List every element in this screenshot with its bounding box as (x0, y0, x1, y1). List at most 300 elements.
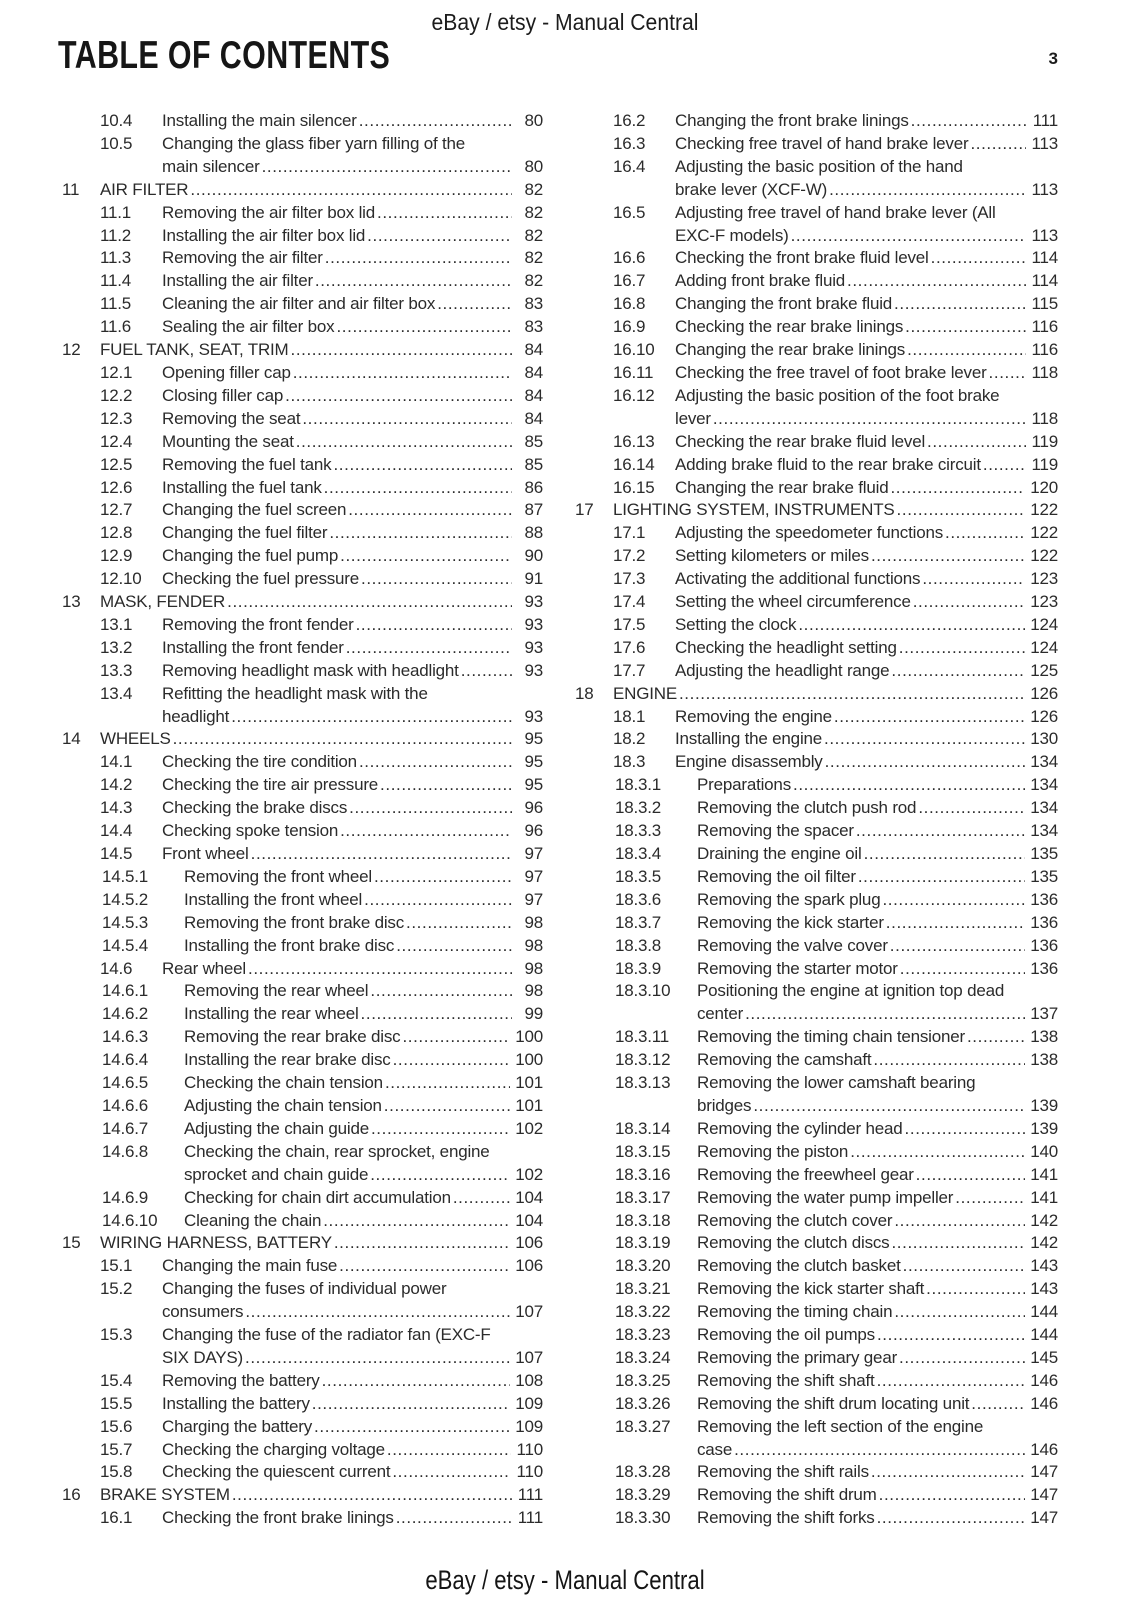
toc-entry-title: Adding brake fluid to the rear brake circuit (675, 454, 981, 474)
toc-entry-title: Changing the glass fiber yarn filling of the (162, 133, 466, 153)
toc-entry-number: 15.2 (100, 1279, 133, 1299)
toc-row (62, 316, 543, 339)
toc-row (575, 1049, 1058, 1072)
toc-row (62, 568, 543, 591)
toc-entry-number: 11.4 (100, 271, 132, 291)
toc-entry-number: 16.2 (613, 111, 646, 130)
toc-entry-title: Setting the wheel circumference (675, 592, 911, 612)
toc-row (575, 522, 1058, 545)
toc-entry-page: 124 (1030, 614, 1058, 634)
toc-entry-title: bridges (697, 1095, 752, 1115)
toc-dot-leader (850, 1141, 1025, 1164)
toc-row (575, 477, 1058, 500)
toc-entry-page: 84 (524, 385, 543, 405)
toc-dot-leader (894, 1301, 1025, 1324)
toc-column-left (62, 110, 543, 1530)
toc-entry-number: 18.3.4 (615, 844, 662, 863)
toc-entry-title: Removing the air filter box lid (162, 202, 376, 222)
toc-row (62, 958, 543, 981)
toc-entry-page: 116 (1031, 317, 1058, 337)
toc-row (62, 362, 543, 385)
toc-entry-page: 84 (524, 362, 543, 382)
toc-dot-leader (190, 179, 512, 202)
toc-entry-number: 18.3.26 (615, 1393, 671, 1413)
toc-entry-number: 18.3.10 (615, 981, 671, 1001)
toc-entry-title: Removing the kick starter shaft (697, 1279, 925, 1299)
toc-entry-title: Removing the front wheel (184, 866, 372, 886)
toc-entry-number: 18.3.29 (615, 1485, 671, 1505)
toc-dot-leader (913, 591, 1026, 614)
toc-entry-page: 88 (524, 523, 543, 543)
toc-entry-title: Checking the fuel pressure (162, 569, 360, 589)
toc-entry-page: 83 (524, 294, 543, 314)
toc-entry-title: Checking the rear brake fluid level (675, 431, 926, 451)
toc-entry-title: Removing the timing chain (697, 1302, 893, 1322)
toc-entry-title: Removing headlight mask with headlight (162, 660, 459, 680)
toc-entry-number: 18.3.22 (615, 1302, 671, 1322)
toc-dot-leader (798, 614, 1025, 637)
toc-entry-number: 14.2 (100, 775, 133, 795)
toc-dot-leader (890, 935, 1025, 958)
toc-entry-page: 101 (515, 1073, 543, 1093)
toc-entry-title: Removing the oil filter (697, 866, 856, 886)
toc-row (62, 614, 543, 637)
toc-row (575, 1026, 1058, 1049)
toc-entry-number: 18.3.23 (615, 1325, 671, 1345)
toc-entry-number: 14.6.3 (102, 1027, 149, 1047)
toc-entry-number: 16.9 (613, 317, 646, 337)
toc-dot-leader (359, 751, 512, 774)
toc-dot-leader (971, 1393, 1025, 1416)
toc-entry-page: 139 (1030, 1095, 1058, 1115)
toc-entry-page: 113 (1031, 179, 1058, 199)
toc-entry-page: 126 (1030, 706, 1058, 726)
toc-entry-title: Removing the shift forks (697, 1508, 875, 1528)
toc-dot-leader (847, 270, 1026, 293)
toc-row (62, 247, 543, 270)
toc-row (62, 1370, 543, 1393)
toc-row (575, 706, 1058, 729)
toc-entry-title: LIGHTING SYSTEM, INSTRUMENTS (613, 500, 895, 520)
toc-dot-leader (877, 1507, 1026, 1530)
toc-entry-title: Setting the clock (675, 614, 797, 634)
toc-entry-page: 104 (515, 1187, 543, 1207)
toc-dot-leader (333, 454, 512, 477)
toc-entry-page: 102 (515, 1118, 543, 1138)
toc-row (575, 1095, 1058, 1118)
toc-row (575, 1347, 1058, 1370)
toc-row (62, 1026, 543, 1049)
toc-row (62, 774, 543, 797)
toc-entry-page: 97 (524, 844, 543, 863)
toc-row (575, 1232, 1058, 1255)
toc-entry-title: consumers (162, 1302, 244, 1322)
toc-entry-title: Removing the shift drum locating unit (697, 1393, 970, 1413)
toc-entry-page: 98 (524, 935, 543, 955)
toc-entry-title: Adjusting the chain tension (184, 1095, 382, 1115)
toc-entry-page: 139 (1030, 1118, 1058, 1138)
toc-row (62, 499, 543, 522)
toc-entry-page: 82 (524, 202, 543, 222)
toc-entry-page: 95 (524, 775, 543, 795)
toc-entry-title: Installing the battery (162, 1393, 310, 1413)
toc-entry-page: 142 (1030, 1233, 1058, 1253)
toc-entry-page: 98 (524, 912, 543, 932)
toc-row (62, 728, 543, 751)
toc-entry-title: BRAKE SYSTEM (100, 1485, 230, 1505)
toc-row (575, 408, 1058, 431)
toc-row (62, 133, 543, 156)
toc-dot-leader (931, 247, 1027, 270)
toc-row (575, 1507, 1058, 1530)
toc-entry-title: Checking the brake discs (162, 798, 348, 818)
toc-entry-number: 18.3.3 (615, 821, 662, 841)
toc-entry-title: Installing the front fender (162, 637, 344, 657)
toc-row (575, 935, 1058, 958)
toc-dot-leader (371, 1118, 510, 1141)
toc-row (62, 1187, 543, 1210)
toc-entry-page: 134 (1030, 775, 1058, 795)
toc-entry-number: 18.3.15 (615, 1141, 671, 1161)
toc-dot-leader (871, 545, 1025, 568)
toc-row (62, 1141, 543, 1164)
toc-entry-page: 111 (517, 1508, 543, 1528)
toc-dot-leader (871, 1461, 1025, 1484)
toc-entry-number: 16.4 (613, 156, 646, 176)
toc-entry-number: 15.3 (100, 1325, 133, 1345)
toc-entry-number: 14.6.10 (102, 1210, 158, 1230)
toc-entry-title: Positioning the engine at ignition top dead (697, 981, 1005, 1001)
toc-entry-title: Checking free travel of hand brake lever (675, 133, 969, 153)
toc-entry-title: Installing the front brake disc (184, 935, 395, 955)
toc-entry-page: 85 (524, 454, 543, 474)
toc-dot-leader (251, 843, 512, 866)
toc-dot-leader (402, 1026, 510, 1049)
toc-dot-leader (829, 179, 1026, 202)
toc-row (575, 1416, 1058, 1439)
toc-entry-number: 15.8 (100, 1462, 133, 1482)
toc-entry-number: 14.5.1 (102, 866, 149, 886)
toc-entry-page: 82 (524, 179, 543, 199)
toc-dot-leader (324, 477, 512, 500)
toc-dot-leader (340, 545, 512, 568)
toc-row (62, 110, 543, 133)
toc-entry-number: 16.5 (613, 202, 646, 222)
toc-dot-leader (387, 1439, 512, 1462)
toc-entry-number: 16.15 (613, 477, 655, 497)
toc-entry-title: ENGINE (613, 683, 677, 703)
toc-dot-leader (323, 1210, 510, 1233)
toc-entry-title: Changing the fuel pump (162, 546, 339, 566)
toc-dot-leader (713, 408, 1027, 431)
toc-entry-title: Adjusting the chain guide (184, 1118, 369, 1138)
toc-entry-title: EXC-F models) (675, 225, 789, 245)
toc-entry-title: Installing the rear brake disc (184, 1050, 391, 1070)
toc-dot-leader (824, 728, 1025, 751)
toc-dot-leader (899, 637, 1025, 660)
toc-entry-number: 14.1 (100, 752, 133, 772)
toc-entry-title: headlight (162, 706, 230, 726)
toc-entry-number: 12.7 (100, 500, 133, 520)
toc-entry-page: 114 (1031, 271, 1058, 291)
toc-dot-leader (314, 1416, 510, 1439)
toc-row (62, 1072, 543, 1095)
toc-entry-page: 126 (1030, 683, 1058, 703)
toc-dot-leader (291, 339, 512, 362)
toc-row (575, 1072, 1058, 1095)
toc-entry-number: 14.5.3 (102, 912, 149, 932)
toc-row (62, 706, 543, 729)
toc-entry-page: 93 (524, 637, 543, 657)
toc-row (575, 980, 1058, 1003)
toc-row (575, 1393, 1058, 1416)
toc-entry-page: 99 (524, 1004, 543, 1024)
toc-entry-title: Removing the air filter (162, 248, 323, 268)
toc-entry-page: 118 (1031, 362, 1058, 382)
toc-entry-number: 14.5.2 (102, 889, 149, 909)
toc-entry-number: 17.1 (613, 523, 646, 543)
toc-entry-page: 118 (1031, 408, 1058, 428)
toc-entry-number: 18.2 (613, 729, 646, 749)
toc-row (575, 1278, 1058, 1301)
toc-row (62, 545, 543, 568)
toc-row (62, 1507, 543, 1530)
toc-entry-number: 18.3.5 (615, 866, 662, 886)
toc-row (575, 1439, 1058, 1462)
toc-entry-title: Changing the front brake linings (675, 111, 909, 130)
toc-entry-number: 18.3.2 (615, 798, 662, 818)
toc-row (62, 637, 543, 660)
toc-entry-page: 136 (1030, 889, 1058, 909)
toc-dot-leader (882, 889, 1025, 912)
toc-dot-leader (894, 293, 1026, 316)
toc-entry-page: 143 (1030, 1256, 1058, 1276)
toc-dot-leader (315, 270, 512, 293)
toc-entry-page: 106 (515, 1233, 543, 1253)
toc-entry-title: Mounting the seat (162, 431, 294, 451)
toc-entry-number: 14.6.9 (102, 1187, 149, 1207)
toc-row (62, 843, 543, 866)
toc-dot-leader (907, 339, 1026, 362)
toc-entry-page: 102 (515, 1164, 543, 1184)
toc-entry-page: 143 (1030, 1279, 1058, 1299)
toc-row (62, 820, 543, 843)
toc-row (62, 339, 543, 362)
toc-entry-number: 18.3.18 (615, 1210, 671, 1230)
toc-dot-leader (364, 889, 512, 912)
toc-entry-page: 86 (524, 477, 543, 497)
toc-row (575, 316, 1058, 339)
toc-dot-leader (232, 1484, 512, 1507)
toc-entry-title: Removing the piston (697, 1141, 849, 1161)
toc-row (62, 1095, 543, 1118)
toc-entry-page: 147 (1030, 1508, 1058, 1528)
toc-dot-leader (245, 1347, 510, 1370)
toc-entry-title: Draining the engine oil (697, 844, 862, 863)
toc-dot-leader (370, 980, 512, 1003)
toc-entry-page: 97 (524, 889, 543, 909)
toc-entry-number: 16.13 (613, 431, 655, 451)
toc-entry-title: WIRING HARNESS, BATTERY (100, 1233, 332, 1253)
toc-entry-page: 97 (524, 866, 543, 886)
toc-entry-title: sprocket and chain guide (184, 1164, 369, 1184)
toc-row (575, 912, 1058, 935)
toc-dot-leader (834, 706, 1025, 729)
toc-entry-title: center (697, 1004, 744, 1024)
toc-entry-title: Preparations (697, 775, 791, 795)
toc-row (575, 591, 1058, 614)
toc-row (62, 1118, 543, 1141)
toc-row (62, 866, 543, 889)
toc-entry-page: 95 (524, 752, 543, 772)
toc-dot-leader (916, 1164, 1026, 1187)
toc-entry-page: 125 (1030, 660, 1058, 680)
toc-entry-title: main silencer (162, 156, 260, 176)
toc-dot-leader (359, 110, 512, 133)
toc-entry-number: 16.7 (613, 271, 646, 291)
toc-entry-title: Installing the rear wheel (184, 1004, 359, 1024)
toc-entry-title: Checking the charging voltage (162, 1439, 385, 1459)
toc-dot-leader (856, 820, 1025, 843)
toc-dot-leader (877, 1324, 1025, 1347)
toc-entry-title: Adjusting the headlight range (675, 660, 890, 680)
toc-entry-number: 18.3.1 (615, 775, 662, 795)
toc-entry-number: 10.5 (100, 133, 133, 153)
toc-row (62, 1347, 543, 1370)
toc-entry-title: Checking the front brake linings (162, 1508, 394, 1528)
toc-dot-leader (248, 958, 512, 981)
toc-entry-title: Removing the front brake disc (184, 912, 405, 932)
toc-entry-page: 110 (516, 1462, 543, 1482)
toc-row (62, 1210, 543, 1233)
page-number: 3 (1048, 49, 1058, 68)
toc-row (575, 1255, 1058, 1278)
toc-dot-leader (734, 1439, 1025, 1462)
toc-row (575, 110, 1058, 133)
toc-entry-number: 15.5 (100, 1393, 133, 1413)
toc-entry-page: 98 (524, 981, 543, 1001)
toc-entry-page: 109 (515, 1416, 543, 1436)
toc-dot-leader (339, 1255, 510, 1278)
toc-row (575, 133, 1058, 156)
toc-row (575, 843, 1058, 866)
toc-entry-title: Removing the rear brake disc (184, 1027, 401, 1047)
toc-row (62, 1164, 543, 1187)
toc-row (62, 1484, 543, 1507)
toc-entry-page: 91 (524, 569, 543, 589)
toc-row (575, 545, 1058, 568)
toc-dot-leader (825, 751, 1026, 774)
toc-entry-number: 18.3.13 (615, 1073, 671, 1093)
toc-entry-title: Engine disassembly (675, 752, 823, 772)
toc-dot-leader (864, 843, 1026, 866)
toc-entry-title: Removing the starter motor (697, 958, 898, 978)
toc-entry-page: 134 (1030, 821, 1058, 841)
toc-entry-title: Front wheel (162, 844, 249, 863)
toc-entry-number: 15.1 (100, 1256, 133, 1276)
toc-dot-leader (361, 1003, 512, 1026)
toc-row (62, 1461, 543, 1484)
toc-entry-page: 116 (1031, 340, 1058, 360)
toc-entry-page: 84 (524, 340, 543, 360)
toc-dot-leader (437, 293, 512, 316)
toc-row (575, 385, 1058, 408)
toc-entry-page: 107 (515, 1302, 543, 1322)
toc-dot-leader (679, 683, 1025, 706)
toc-dot-leader (900, 958, 1025, 981)
toc-entry-page: 144 (1030, 1325, 1058, 1345)
toc-dot-leader (899, 1347, 1025, 1370)
toc-entry-page: 82 (524, 225, 543, 245)
toc-row (62, 751, 543, 774)
toc-entry-number: 11.1 (100, 202, 132, 222)
toc-entry-page: 122 (1030, 546, 1058, 566)
toc-entry-title: Changing the rear brake fluid (675, 477, 889, 497)
toc-entry-title: Adjusting free travel of hand brake lever (All (675, 202, 996, 222)
toc-entry-number: 15.4 (100, 1370, 133, 1390)
toc-entry-title: Removing the spark plug (697, 889, 881, 909)
toc-dot-leader (886, 912, 1025, 935)
toc-entry-page: 93 (524, 614, 543, 634)
toc-entry-title: Changing the main fuse (162, 1256, 338, 1276)
toc-row (575, 568, 1058, 591)
toc-entry-title: Setting kilometers or miles (675, 546, 869, 566)
toc-entry-title: Removing the clutch cover (697, 1210, 893, 1230)
toc-entry-page: 113 (1031, 133, 1058, 153)
toc-row (62, 1301, 543, 1324)
toc-entry-page: 135 (1030, 844, 1058, 863)
toc-dot-leader (905, 1118, 1026, 1141)
toc-entry-number: 17.6 (613, 637, 646, 657)
toc-dot-leader (325, 247, 512, 270)
toc-entry-number: 18.3.30 (615, 1508, 671, 1528)
toc-dot-leader (329, 522, 512, 545)
toc-entry-number: 18.1 (613, 706, 646, 726)
toc-entry-title: Cleaning the air filter and air filter box (162, 294, 436, 314)
toc-dot-leader (891, 1232, 1025, 1255)
toc-entry-title: Installing the fuel tank (162, 477, 322, 497)
toc-entry-number: 16.14 (613, 454, 655, 474)
toc-entry-number: 16.1 (100, 1508, 133, 1528)
toc-dot-leader (302, 408, 512, 431)
toc-entry-number: 14.6.4 (102, 1050, 149, 1070)
toc-entry-number: 14.6.5 (102, 1073, 149, 1093)
toc-row (62, 202, 543, 225)
toc-row (575, 797, 1058, 820)
toc-entry-title: SIX DAYS) (162, 1347, 244, 1367)
toc-entry-number: 16.10 (613, 340, 655, 360)
toc-entry-title: Changing the fuel screen (162, 500, 347, 520)
toc-entry-title: Activating the additional functions (675, 569, 921, 589)
toc-entry-page: 87 (524, 500, 543, 520)
toc-row (575, 156, 1058, 179)
toc-entry-number: 14.6.7 (102, 1118, 149, 1138)
toc-row (575, 1187, 1058, 1210)
toc-entry-title: Checking the headlight setting (675, 637, 897, 657)
toc-entry-page: 101 (515, 1095, 543, 1115)
toc-dot-leader (349, 797, 512, 820)
toc-dot-leader (927, 431, 1026, 454)
toc-dot-leader (396, 1507, 512, 1530)
toc-entry-page: 106 (515, 1256, 543, 1276)
toc-entry-number: 11 (62, 179, 80, 199)
toc-row (62, 225, 543, 248)
toc-entry-page: 123 (1030, 592, 1058, 612)
toc-entry-page: 136 (1030, 935, 1058, 955)
toc-entry-page: 144 (1030, 1302, 1058, 1322)
toc-dot-leader (385, 1072, 510, 1095)
toc-entry-page: 134 (1030, 752, 1058, 772)
